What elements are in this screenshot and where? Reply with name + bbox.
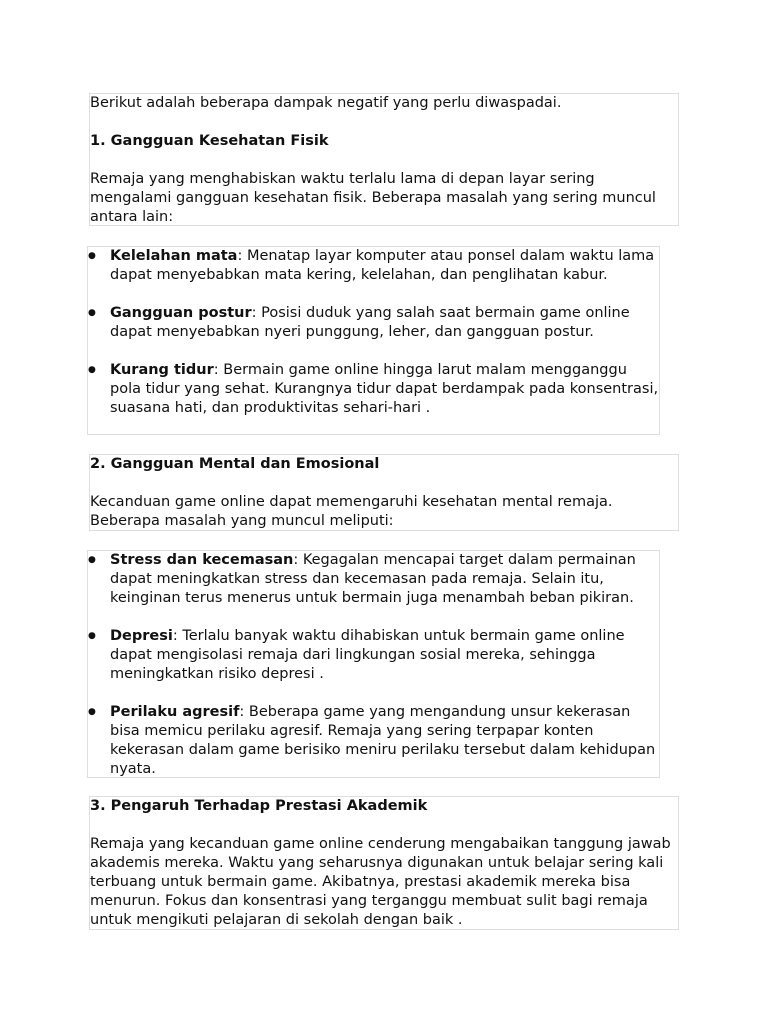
section-1-bullet-list	[87, 246, 660, 435]
bullet-icon: ●	[88, 251, 96, 261]
list-item-text: : Beberapa game yang mengandung unsur kekerasan bisa memicu perilaku agresif. Remaja yang sering terpapar konten kekerasan dalam game berisiko meniru perilaku tersebut dalam kehidupan nyata.	[110, 704, 656, 777]
list-item-term: Kelelahan mata	[110, 248, 238, 264]
section-1-heading: 1. Gangguan Kesehatan Fisik	[90, 133, 329, 149]
bullet-icon: ●	[88, 365, 96, 375]
list-item	[88, 627, 659, 684]
section-1-paragraph: Remaja yang menghabiskan waktu terlalu lama di depan layar sering mengalami gangguan kesehatan fisik. Beberapa masalah yang sering muncul antara lain:	[90, 171, 656, 225]
intro-paragraph: Berikut adalah beberapa dampak negatif yang perlu diwaspadai.	[90, 95, 562, 111]
bullet-icon: ●	[88, 308, 96, 318]
list-item-text: : Kegagalan mencapai target dalam permainan dapat meningkatkan stress dan kecemasan pada remaja. Selain itu, keinginan terus menerus untuk bermain juga menambah beban pikiran.	[110, 552, 636, 606]
section-2-bullet-list	[87, 550, 660, 778]
list-item-term: Depresi	[110, 628, 173, 644]
list-item-text: : Menatap layar komputer atau ponsel dalam waktu lama dapat menyebabkan mata kering, kelelahan, dan penglihatan kabur.	[110, 248, 655, 283]
section-2-paragraph: Kecanduan game online dapat memengaruhi kesehatan mental remaja. Beberapa masalah yang muncul meliputi:	[90, 494, 613, 529]
list-item-term: Gangguan postur	[110, 305, 252, 321]
section-2-text-block	[89, 454, 679, 531]
list-item	[88, 304, 659, 342]
list-item-text: : Posisi duduk yang salah saat bermain game online dapat menyebabkan nyeri punggung, leher, dan gangguan postur.	[110, 305, 630, 340]
list-item-text: : Terlalu banyak waktu dihabiskan untuk bermain game online dapat mengisolasi remaja dari lingkungan sosial mereka, sehingga meningkatkan risiko depresi .	[110, 628, 625, 682]
bullet-icon: ●	[88, 707, 96, 717]
section-2-heading: 2. Gangguan Mental dan Emosional	[90, 456, 380, 472]
bullet-icon: ●	[88, 555, 96, 565]
section-3-heading: 3. Pengaruh Terhadap Prestasi Akademik	[90, 798, 428, 814]
list-item-term: Stress dan kecemasan	[110, 552, 294, 568]
section-2-list	[88, 551, 659, 779]
list-item-text: : Bermain game online hingga larut malam mengganggu pola tidur yang sehat. Kurangnya tidur dapat berdampak pada konsentrasi, suasana hati, dan produktivitas sehari-hari .	[110, 362, 659, 416]
section-1-text-block	[89, 93, 679, 226]
section-1-list	[88, 247, 659, 418]
list-item	[88, 551, 659, 608]
list-item	[88, 247, 659, 285]
section-3-text-block	[89, 796, 679, 930]
section-3-paragraph: Remaja yang kecanduan game online cenderung mengabaikan tanggung jawab akademis mereka. Waktu yang seharusnya digunakan untuk belajar sering kali terbuang untuk bermain game. Akibatnya, prestasi akademik mereka bisa menurun. Fokus dan konsentrasi yang terganggu membuat sulit bagi remaja untuk mengikuti pelajaran di sekolah dengan baik .	[90, 836, 671, 928]
list-item	[88, 703, 659, 779]
list-item-term: Perilaku agresif	[110, 704, 240, 720]
list-item-term: Kurang tidur	[110, 362, 214, 378]
list-item	[88, 361, 659, 418]
bullet-icon: ●	[88, 631, 96, 641]
